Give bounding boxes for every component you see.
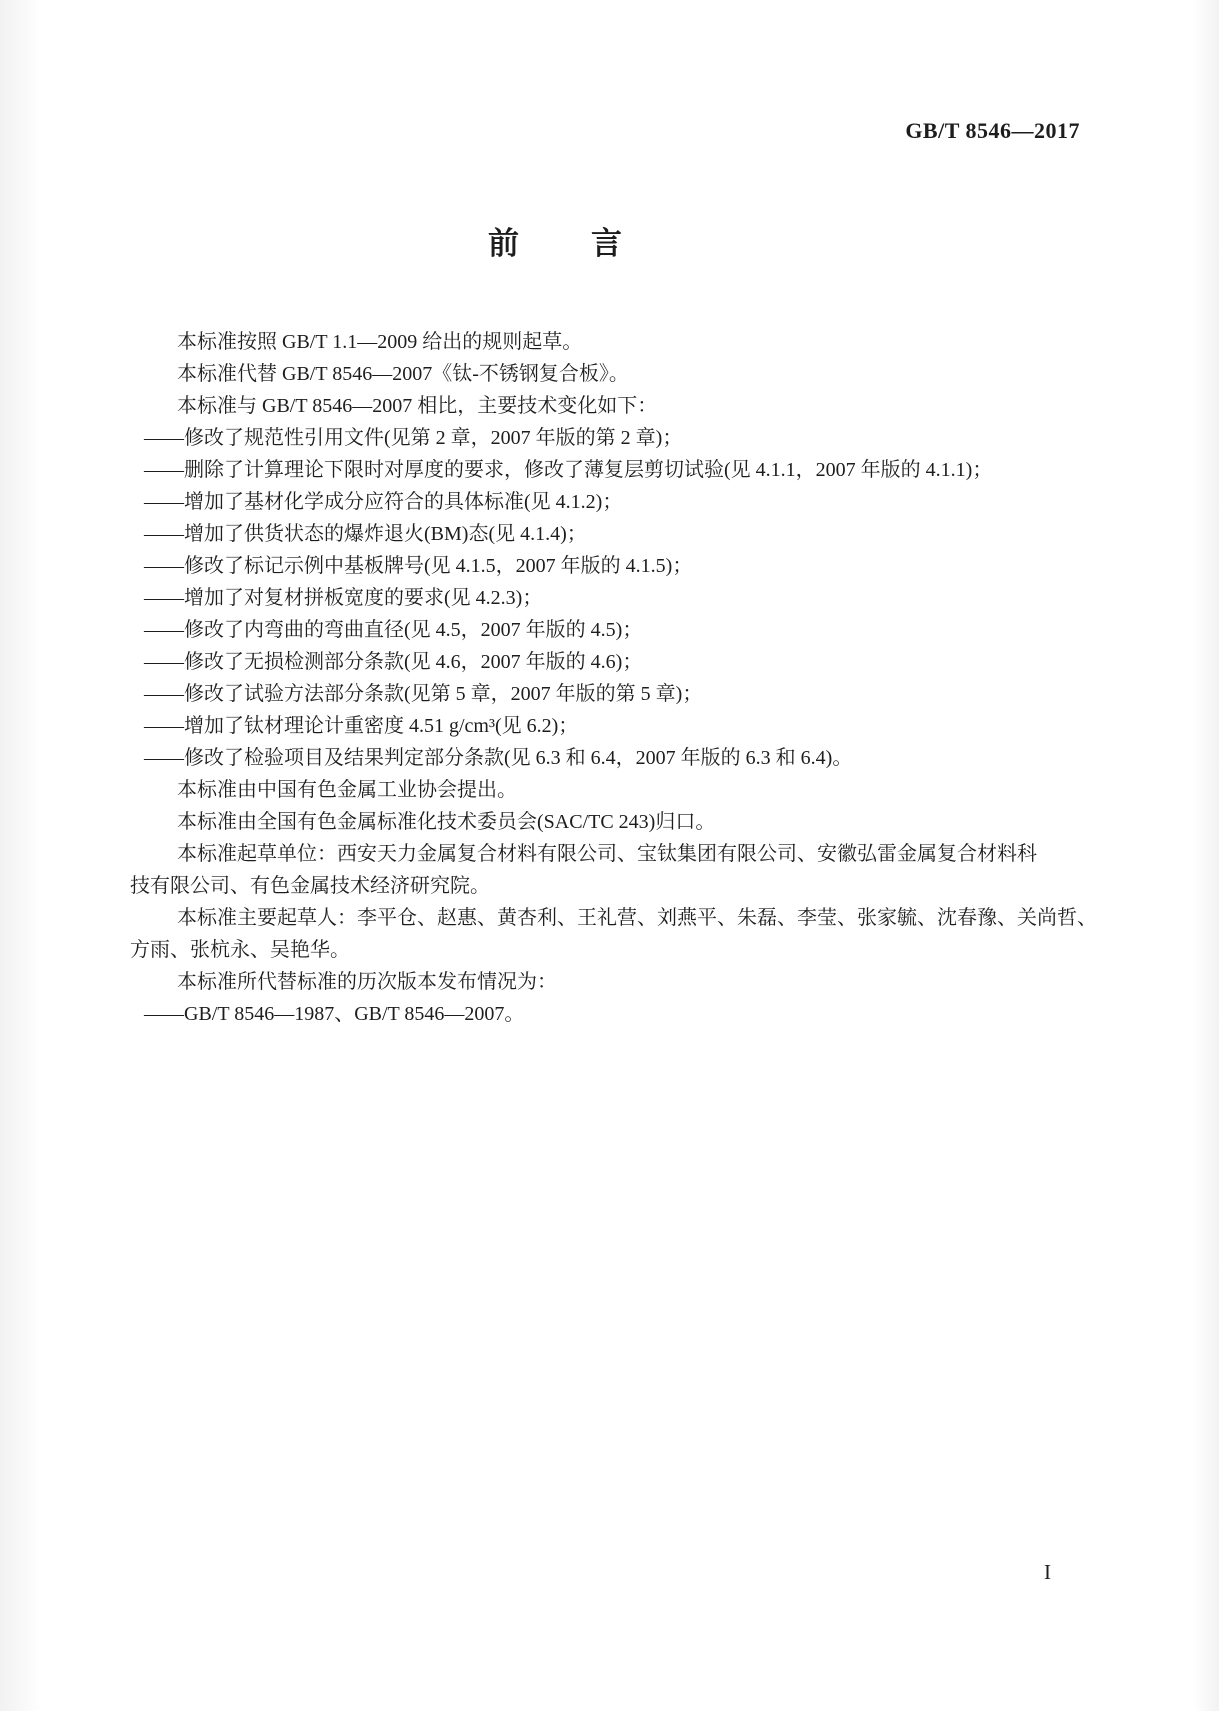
change-item-line: ——修改了标记示例中基板牌号(见 4.1.5，2007 年版的 4.1.5)；: [144, 555, 693, 577]
paragraph-line: 本标准与 GB/T 8546—2007 相比，主要技术变化如下：: [177, 395, 658, 417]
change-item-line: ——增加了基材化学成分应符合的具体标准(见 4.1.2)；: [144, 491, 623, 513]
change-item-line: ——修改了无损检测部分条款(见 4.6，2007 年版的 4.6)；: [144, 651, 643, 673]
change-item-line: ——增加了供货状态的爆炸退火(BM)态(见 4.1.4)；: [144, 523, 587, 545]
change-item-line: ——增加了钛材理论计重密度 4.51 g/cm³(见 6.2)；: [144, 715, 579, 737]
standard-number: GB/T 8546—2017: [905, 118, 1080, 143]
paragraph-line: 本标准主要起草人：李平仓、赵惠、黄杏利、王礼营、刘燕平、朱磊、李莹、张家毓、沈春豫、关尚哲、: [177, 907, 1097, 929]
paragraph-line: 本标准按照 GB/T 1.1—2009 给出的规则起草。: [177, 331, 583, 353]
scan-edge-shadow-right: [1193, 0, 1219, 1711]
page-number: I: [1044, 1560, 1051, 1584]
paragraph-line: 本标准起草单位：西安天力金属复合材料有限公司、宝钛集团有限公司、安徽弘雷金属复合材料科: [177, 843, 1037, 865]
change-item-line: ——修改了规范性引用文件(见第 2 章，2007 年版的第 2 章)；: [144, 427, 683, 449]
change-item-line: ——增加了对复材拼板宽度的要求(见 4.2.3)；: [144, 587, 543, 609]
paragraph-line: 本标准由中国有色金属工业协会提出。: [177, 779, 517, 801]
foreword-content: [130, 326, 1097, 1030]
paragraph-line: 方雨、张杭永、吴艳华。: [130, 939, 350, 961]
scan-edge-shadow-left: [0, 0, 42, 1711]
title-char-yan: 言: [591, 226, 622, 261]
change-item-line: ——GB/T 8546—1987、GB/T 8546—2007。: [144, 1003, 525, 1025]
paragraph-line: 本标准代替 GB/T 8546—2007《钛-不锈钢复合板》。: [177, 363, 629, 385]
change-item-line: ——修改了内弯曲的弯曲直径(见 4.5，2007 年版的 4.5)；: [144, 619, 643, 641]
change-item-line: ——修改了试验方法部分条款(见第 5 章，2007 年版的第 5 章)；: [144, 683, 703, 705]
paragraph-line: 本标准由全国有色金属标准化技术委员会(SAC/TC 243)归口。: [177, 811, 716, 833]
change-item-line: ——修改了检验项目及结果判定部分条款(见 6.3 和 6.4，2007 年版的 6.3 和 6.4)。: [144, 747, 853, 769]
paragraph-line: 技有限公司、有色金属技术经济研究院。: [130, 875, 490, 897]
title-char-qian: 前: [488, 226, 519, 261]
paragraph-line: 本标准所代替标准的历次版本发布情况为：: [177, 971, 557, 993]
page-title: [488, 228, 622, 259]
change-item-line: ——删除了计算理论下限时对厚度的要求，修改了薄复层剪切试验(见 4.1.1，2007 年版的 4.1.1)；: [144, 459, 993, 481]
